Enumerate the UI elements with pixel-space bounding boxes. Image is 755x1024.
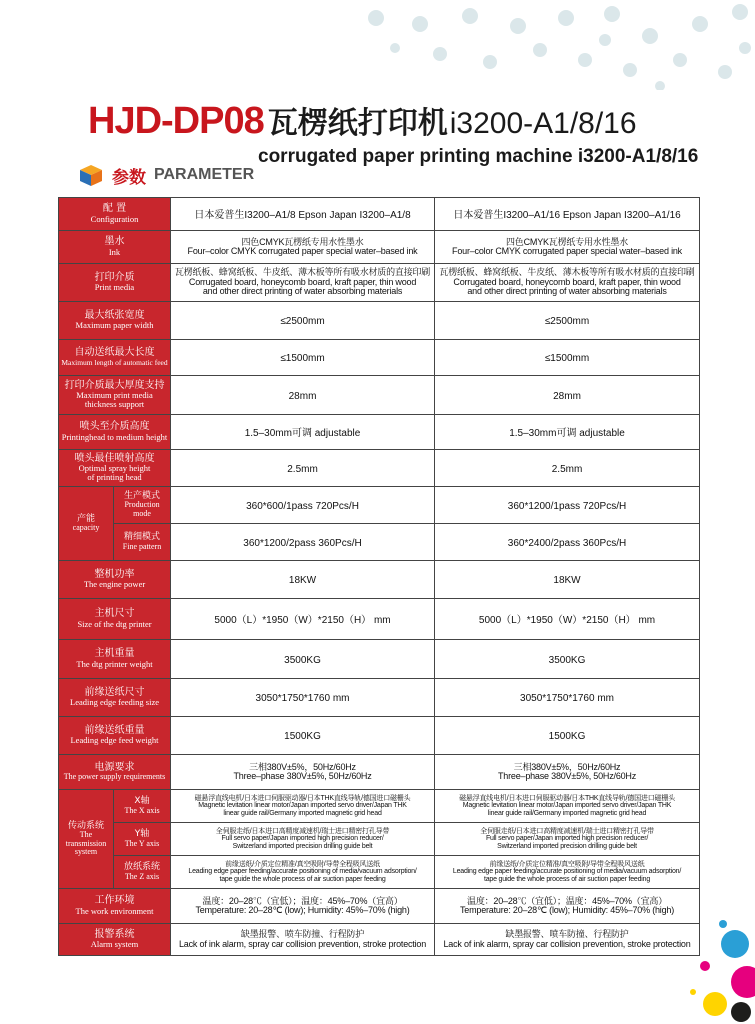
value-cell: 2.5mm — [435, 450, 700, 487]
ink-splash-decoration — [675, 904, 755, 1024]
value-cell: 5000（L）*1950（W）*2150（H） mm — [435, 599, 700, 640]
row-label: 工作环境 The work environment — [59, 889, 171, 924]
row-label: 前缘送纸重量 Leading edge feed weight — [59, 717, 171, 755]
subtitle-english: corrugated paper printing machine i3200-A1/8/16 — [258, 146, 699, 167]
value-cell: 28mm — [435, 376, 700, 415]
value-cell: 温度：20–28℃（宜低）；温度：45%–70%（宜高） Temperature: 20–28℃ (low); Humidity: 45%–70% (high) — [435, 889, 700, 924]
value-cell: 日本爱普生I3200–A1/16 Epson Japan I3200–A1/16 — [435, 198, 700, 231]
table-row — [59, 376, 700, 415]
model-code: HJD-DP08 — [88, 100, 264, 142]
value-cell: 3500KG — [171, 640, 435, 679]
value-cell: 瓦楞纸板、蜂窝纸板、牛皮纸、薄木板等所有吸水材质的直接印刷 Corrugated board, honeycomb board, kraft paper, thin wood and other direct printing of water absorbing materials — [435, 264, 700, 302]
value-cell: 1.5–30mm可调 adjustable — [435, 415, 700, 450]
table-row — [59, 889, 700, 924]
table-row — [59, 599, 700, 640]
value-cell: 磁悬浮直线电机/日本进口伺服驱动器/日本THK直线导轨/德国进口磁栅头 Magnetic levitation linear motor/Japan imported servo driver/Japan THK linear guide rail/Germany imported magnetic grid head — [435, 790, 700, 823]
decorative-dot-pattern — [0, 0, 755, 90]
value-cell: 3050*1750*1760 mm — [435, 679, 700, 717]
table-row — [59, 524, 700, 561]
value-cell: 全伺服走纸/日本进口高精度减速机/瑞士进口精密打孔导带 Full servo paper/Japan imported high precision reducer/ Switzerland imported precision drilling guide belt — [435, 823, 700, 856]
value-cell: 三相380V±5%，50Hz/60Hz Three–phase 380V±5%, 50Hz/60Hz — [435, 755, 700, 790]
value-cell: 瓦楞纸板、蜂窝纸板、牛皮纸、薄木板等所有吸水材质的直接印刷 Corrugated board, honeycomb board, kraft paper, thin wood and other direct printing of water absorbing materials — [171, 264, 435, 302]
row-label: 打印介质最大厚度支持 Maximum print media thickness support — [59, 376, 171, 415]
sub-label: 精细模式 Fine pattern — [114, 524, 171, 561]
value-cell: 360*600/1pass 720Pcs/H — [171, 487, 435, 524]
value-cell: 1.5–30mm可调 adjustable — [171, 415, 435, 450]
table-row — [59, 302, 700, 340]
value-cell: 3500KG — [435, 640, 700, 679]
table-row — [59, 755, 700, 790]
row-label: 自动送纸最大长度 Maximum length of automatic feed — [59, 340, 171, 376]
table-row — [59, 264, 700, 302]
value-cell: 全伺服走纸/日本进口高精度减速机/瑞士进口精密打孔导带 Full servo paper/Japan imported high precision reducer/ Switzerland imported precision drilling guide belt — [171, 823, 435, 856]
table-row — [59, 561, 700, 599]
title-model: i3200-A1/8/16 — [449, 107, 637, 140]
value-cell: 28mm — [171, 376, 435, 415]
value-cell: ≤2500mm — [435, 302, 700, 340]
value-cell: 2.5mm — [171, 450, 435, 487]
value-cell: 四色CMYK瓦楞纸专用水性墨水 Four–color CMYK corrugated paper special water–based ink — [171, 231, 435, 264]
table-row — [59, 340, 700, 376]
value-cell: 三相380V±5%，50Hz/60Hz Three–phase 380V±5%, 50Hz/60Hz — [171, 755, 435, 790]
value-cell: 3050*1750*1760 mm — [171, 679, 435, 717]
value-cell: 360*1200/1pass 720Pcs/H — [435, 487, 700, 524]
row-label: 主机尺寸 Size of the dtg printer — [59, 599, 171, 640]
title-chinese: 瓦楞纸打印机 — [267, 106, 448, 141]
parameter-label-cn: 参数 — [112, 167, 146, 188]
table-row — [59, 856, 700, 889]
value-cell: 前缘送纸/介质定位精准/真空吸附/导带全程吸风送纸 Leading edge paper feeding/accurate positioning of media/vacuum adsorption/ tape guide the whole process of air suction paper feeding — [171, 856, 435, 889]
row-label: 报警系统 Alarm system — [59, 924, 171, 956]
table-row — [59, 640, 700, 679]
sub-label: Y轴 The Y axis — [114, 823, 171, 856]
value-cell: 磁悬浮直线电机/日本进口伺服驱动器/日本THK直线导轨/德国进口磁栅头 Magnetic levitation linear motor/Japan imported servo driver/Japan THK linear guide rail/Germany imported magnetic grid head — [171, 790, 435, 823]
value-cell: 18KW — [435, 561, 700, 599]
value-cell: 360*1200/2pass 360Pcs/H — [171, 524, 435, 561]
row-label: 打印介质 Print media — [59, 264, 171, 302]
parameter-label-en: PARAMETER — [154, 166, 255, 183]
parameter-heading — [78, 162, 254, 188]
table-row — [59, 231, 700, 264]
value-cell: 缺墨报警、喷车防撞、行程防护 Lack of ink alarm, spray car collision prevention, stroke protection — [435, 924, 700, 956]
table-row — [59, 717, 700, 755]
value-cell: 5000（L）*1950（W）*2150（H） mm — [171, 599, 435, 640]
value-cell: 1500KG — [171, 717, 435, 755]
value-cell: 18KW — [171, 561, 435, 599]
group-label-capacity: 产能 capacity — [59, 487, 114, 561]
sub-label: 放纸系统 The Z axis — [114, 856, 171, 889]
row-label: 前缘送纸尺寸 Leading edge feeding size — [59, 679, 171, 717]
value-cell: 前缘送纸/介质定位精准/真空吸附/导带全程吸风送纸 Leading edge paper feeding/accurate positioning of media/vacuum adsorption/ tape guide the whole process of air suction paper feeding — [435, 856, 700, 889]
value-cell: ≤1500mm — [435, 340, 700, 376]
cube-icon — [78, 163, 104, 187]
table-row — [59, 415, 700, 450]
row-label: 电源要求 The power supply requirements — [59, 755, 171, 790]
value-cell: 温度：20–28℃（宜低）；温度：45%–70%（宜高） Temperature: 20–28℃ (low); Humidity: 45%–70% (high) — [171, 889, 435, 924]
table-row — [59, 487, 700, 524]
page-title — [88, 98, 728, 142]
table-row — [59, 790, 700, 823]
row-label: 主机重量 The dtg printer weight — [59, 640, 171, 679]
table-row — [59, 450, 700, 487]
value-cell: 缺墨报警、喷车防撞、行程防护 Lack of ink alarm, spray car collision prevention, stroke protection — [171, 924, 435, 956]
value-cell: 日本爱普生I3200–A1/8 Epson Japan I3200–A1/8 — [171, 198, 435, 231]
row-label: 喷头最佳喷射高度 Optimal spray height of printing head — [59, 450, 171, 487]
table-row — [59, 823, 700, 856]
table-row — [59, 198, 700, 231]
row-label: 喷头至介质高度 Printinghead to medium height — [59, 415, 171, 450]
row-label: 墨水 Ink — [59, 231, 171, 264]
table-row — [59, 679, 700, 717]
row-label: 整机功率 The engine power — [59, 561, 171, 599]
group-label-transmission: 传动系统 The transmission system — [59, 790, 114, 889]
value-cell: 四色CMYK瓦楞纸专用水性墨水 Four–color CMYK corrugated paper special water–based ink — [435, 231, 700, 264]
value-cell: 1500KG — [435, 717, 700, 755]
table-row — [59, 924, 700, 956]
specification-table — [58, 197, 700, 956]
sub-label: X轴 The X axis — [114, 790, 171, 823]
value-cell: ≤2500mm — [171, 302, 435, 340]
sub-label: 生产模式 Production mode — [114, 487, 171, 524]
row-label: 最大纸张宽度 Maximum paper width — [59, 302, 171, 340]
value-cell: 360*2400/2pass 360Pcs/H — [435, 524, 700, 561]
value-cell: ≤1500mm — [171, 340, 435, 376]
row-label: 配 置 Configuration — [59, 198, 171, 231]
